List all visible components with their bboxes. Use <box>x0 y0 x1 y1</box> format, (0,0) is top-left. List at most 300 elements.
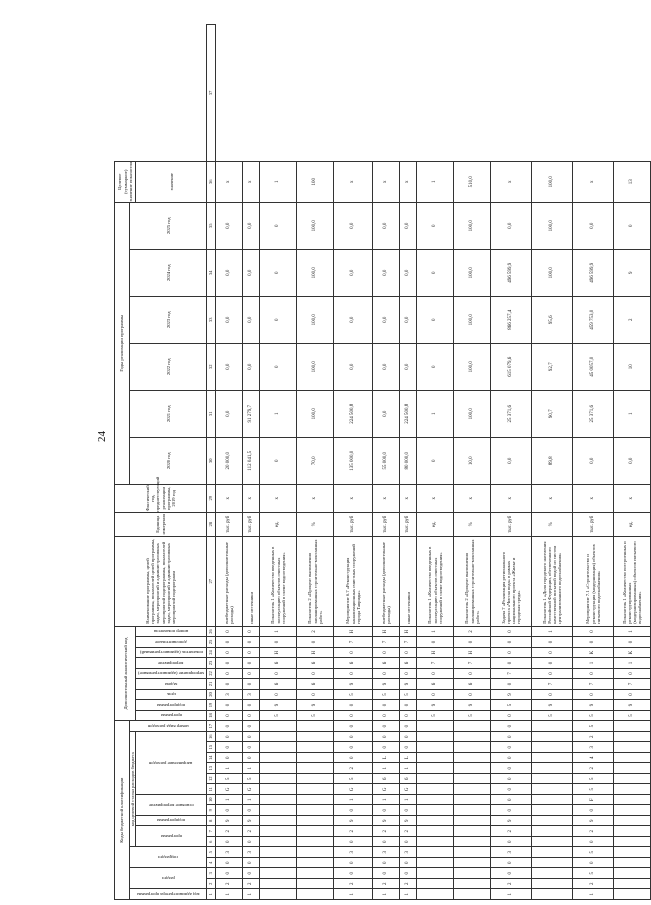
code-digit <box>297 753 334 764</box>
column-index: 3 <box>207 868 216 879</box>
code-digit: 9 <box>373 816 400 827</box>
table-row <box>573 25 614 900</box>
code-digit: 0 <box>243 742 260 753</box>
row-value: 0,0 <box>400 296 417 343</box>
code-digit: 0 <box>297 637 334 648</box>
code-digit: 0 <box>491 626 532 637</box>
row-value: 100,0 <box>297 296 334 343</box>
code-digit <box>532 826 573 837</box>
row-value: 0,0 <box>334 343 373 390</box>
header-main-event <box>136 795 207 816</box>
code-digit: 1 <box>573 658 614 669</box>
row-value: 0,0 <box>573 202 614 249</box>
code-digit <box>297 889 334 900</box>
code-digit <box>454 805 491 816</box>
code-digit <box>260 763 297 774</box>
code-digit: 0 <box>491 753 532 764</box>
code-digit <box>532 732 573 743</box>
column-index: 9 <box>207 805 216 816</box>
code-digit: 0 <box>491 837 532 848</box>
vertical-label: основное мероприятие <box>148 802 194 808</box>
code-digit: 0 <box>400 668 417 679</box>
code-digit: Н <box>454 647 491 658</box>
code-digit <box>417 753 454 764</box>
code-digit: 0 <box>491 795 532 806</box>
header-expense-type <box>130 721 207 732</box>
code-digit <box>532 753 573 764</box>
code-digit: 0 <box>491 858 532 869</box>
code-digit: 5 <box>614 710 651 721</box>
row-value: 0,0 <box>216 390 243 437</box>
vertical-label: номер вида расходов <box>147 723 189 729</box>
code-digit: 1 <box>400 889 417 900</box>
row-value: 100,0 <box>532 202 573 249</box>
vertical-label: программа <box>160 834 182 840</box>
code-digit: 2 <box>573 879 614 890</box>
row-value: 1 <box>260 390 297 437</box>
code-digit <box>454 868 491 879</box>
code-digit: 0 <box>532 668 573 679</box>
code-digit <box>532 816 573 827</box>
code-digit <box>454 826 491 837</box>
code-digit <box>260 774 297 785</box>
code-digit: 6 <box>297 658 334 669</box>
column-index: 34 <box>207 249 216 296</box>
code-digit: G <box>243 784 260 795</box>
code-digit: 0 <box>373 805 400 816</box>
row-name: иные источники <box>400 536 417 626</box>
code-digit: 2 <box>334 879 373 890</box>
code-digit: 1 <box>243 889 260 900</box>
column-index: 14 <box>207 753 216 764</box>
header-add-col-4 <box>136 668 207 679</box>
code-digit: 2 <box>573 826 614 837</box>
code-digit: 5 <box>334 689 373 700</box>
code-digit: 0 <box>373 710 400 721</box>
code-digit: G <box>400 784 417 795</box>
code-digit: 6 <box>334 658 373 669</box>
column-index: 36 <box>207 161 216 202</box>
code-digit: 0 <box>216 626 243 637</box>
row-value: 2 <box>614 296 651 343</box>
code-digit <box>260 858 297 869</box>
code-digit: 0 <box>243 710 260 721</box>
row-final: 510,0 <box>454 161 491 202</box>
code-digit: 0 <box>216 658 243 669</box>
row-fact: х <box>573 484 614 512</box>
code-digit <box>532 784 573 795</box>
column-index: 23 <box>207 658 216 669</box>
code-digit <box>614 837 651 848</box>
row-value: 0 <box>260 249 297 296</box>
code-digit: 1 <box>400 763 417 774</box>
row-value: 0 <box>417 202 454 249</box>
row-fact: х <box>297 484 334 512</box>
header-add-col-7 <box>136 637 207 648</box>
code-digit: 7 <box>532 679 573 690</box>
code-digit: 0 <box>334 668 373 679</box>
code-digit <box>454 753 491 764</box>
code-digit <box>532 879 573 890</box>
code-digit <box>614 732 651 743</box>
code-digit <box>417 774 454 785</box>
code-digit <box>297 795 334 806</box>
header-add-col-1 <box>136 700 207 711</box>
code-digit <box>417 889 454 900</box>
row-unit: тыс. руб <box>573 512 614 536</box>
code-digit: F <box>573 795 614 806</box>
code-digit: 2 <box>400 826 417 837</box>
code-digit <box>532 847 573 858</box>
code-digit <box>417 826 454 837</box>
code-digit <box>454 847 491 858</box>
code-digit <box>614 879 651 890</box>
row-final: х <box>400 161 417 202</box>
code-digit: 0 <box>454 689 491 700</box>
code-digit: 2 <box>400 879 417 890</box>
code-digit: 0 <box>417 689 454 700</box>
code-digit <box>454 837 491 848</box>
row-final: х <box>573 161 614 202</box>
code-digit: 0 <box>216 742 243 753</box>
column-index: 15 <box>207 742 216 753</box>
row-value: 100,0 <box>454 296 491 343</box>
vertical-label: раздел <box>161 876 175 882</box>
header-year-4: 2024 год <box>130 249 207 296</box>
code-digit: 7 <box>373 637 400 648</box>
row-value: 0,0 <box>400 202 417 249</box>
code-digit: 5 <box>573 710 614 721</box>
column-index: 37 <box>207 25 216 162</box>
row-value: 45 0057,0 <box>573 343 614 390</box>
row-name: Мероприятие 7.1 «Строительство и реконструкция (модернизация) объектов питьевого водоснабжения» <box>573 536 614 626</box>
code-digit: 0 <box>243 805 260 816</box>
code-digit: 2 <box>454 626 491 637</box>
row-value: 0 <box>260 343 297 390</box>
row-value: 496 599,9 <box>573 249 614 296</box>
table-row <box>614 25 651 900</box>
code-digit: 2 <box>373 879 400 890</box>
code-digit: 0 <box>417 668 454 679</box>
code-digit <box>454 889 491 900</box>
code-digit: 0 <box>400 710 417 721</box>
code-digit: 6 <box>373 658 400 669</box>
code-digit: 0 <box>373 668 400 679</box>
code-digit: 0 <box>216 805 243 816</box>
row-value: 100,0 <box>454 249 491 296</box>
code-digit: 0 <box>532 647 573 658</box>
code-digit: 1 <box>614 626 651 637</box>
code-digit: 2 <box>334 826 373 837</box>
header-year-2: 2022 год <box>130 343 207 390</box>
row-fact: х <box>216 484 243 512</box>
row-value: 135 000,0 <box>334 437 373 484</box>
code-digit <box>260 742 297 753</box>
code-digit: 0 <box>334 753 373 764</box>
row-value: 459 753,0 <box>573 296 614 343</box>
code-digit <box>614 847 651 858</box>
code-digit: 1 <box>216 763 243 774</box>
row-value: 100,0 <box>297 343 334 390</box>
row-value: 866 257,4 <box>491 296 532 343</box>
code-digit: 5 <box>260 710 297 721</box>
vertical-label: подпрограмма <box>157 702 186 708</box>
code-digit: 0 <box>491 647 532 658</box>
code-digit: 1 <box>400 795 417 806</box>
code-digit: 2 <box>573 763 614 774</box>
code-digit: 7 <box>334 637 373 648</box>
header-podrazdel <box>130 847 207 868</box>
column-index: 21 <box>207 679 216 690</box>
code-digit: 3 <box>216 689 243 700</box>
code-digit: 0 <box>216 710 243 721</box>
code-digit: 0 <box>373 721 400 732</box>
code-digit: 0 <box>334 837 373 848</box>
code-digit: 9 <box>400 679 417 690</box>
code-digit: 0 <box>532 637 573 648</box>
column-index: 10 <box>207 795 216 806</box>
row-unit: % <box>532 512 573 536</box>
code-digit: 2 <box>216 879 243 890</box>
table-row <box>243 25 260 900</box>
row-value: 80 000,0 <box>400 437 417 484</box>
code-digit: Н <box>297 647 334 658</box>
code-digit: 0 <box>216 868 243 879</box>
header-year-3: 2023 год <box>130 296 207 343</box>
code-digit: 0 <box>216 700 243 711</box>
code-digit: 5 <box>573 847 614 858</box>
column-index: 12 <box>207 774 216 785</box>
row-value: 10 <box>614 343 651 390</box>
code-digit: 7 <box>454 658 491 669</box>
table-row <box>417 25 454 900</box>
code-digit: К <box>614 647 651 658</box>
row-unit: тыс. руб <box>216 512 243 536</box>
code-digit: 5 <box>491 700 532 711</box>
code-digit <box>417 763 454 774</box>
vertical-label: направление расходов <box>149 760 193 766</box>
row-value: 100,0 <box>454 343 491 390</box>
row-unit: ед. <box>260 512 297 536</box>
code-digit: 7 <box>614 679 651 690</box>
page-number: 24 <box>96 431 108 442</box>
code-digit: 0 <box>400 721 417 732</box>
header-razdel <box>130 868 207 889</box>
header-admin-code <box>130 889 207 900</box>
row-name: внебюджетные расходы (дополнительные расходы) <box>216 536 243 626</box>
code-digit: 0 <box>297 668 334 679</box>
column-index: 11 <box>207 784 216 795</box>
code-digit: 0 <box>373 868 400 879</box>
code-digit: Н <box>417 647 454 658</box>
code-digit: 7 <box>417 658 454 669</box>
row-unit: % <box>454 512 491 536</box>
code-digit: 5 <box>216 774 243 785</box>
code-digit <box>297 816 334 827</box>
code-digit: 6 <box>400 658 417 669</box>
code-digit <box>614 774 651 785</box>
budget-table-sheet <box>114 24 643 900</box>
vertical-label: задача <box>164 681 178 687</box>
row-value: 0,0 <box>373 390 400 437</box>
code-digit: 0 <box>334 742 373 753</box>
code-digit <box>532 837 573 848</box>
row-name: Показатель 2 «Процент выполнения запланированных строительно-монтажных работ» <box>454 536 491 626</box>
column-index: 4 <box>207 858 216 869</box>
row-final: х <box>243 161 260 202</box>
budget-table <box>114 24 651 900</box>
row-value: 1 <box>417 390 454 437</box>
column-index: 35 <box>207 202 216 249</box>
code-digit: 5 <box>454 710 491 721</box>
code-digit <box>614 742 651 753</box>
code-digit: 9 <box>216 816 243 827</box>
header-add-col-5 <box>136 658 207 669</box>
code-digit: 2 <box>491 879 532 890</box>
column-index: 28 <box>207 512 216 536</box>
code-digit: 3 <box>400 847 417 858</box>
code-digit: 0 <box>614 689 651 700</box>
code-digit: 7 <box>400 637 417 648</box>
row-unit: тыс. руб <box>400 512 417 536</box>
code-digit: 2 <box>243 879 260 890</box>
row-name: Мероприятие 6.7 «Реконструкция канализационных очистных сооружений города Тавриды» <box>334 536 373 626</box>
table-row <box>491 25 532 900</box>
header-unit: Единица измерения <box>115 512 207 536</box>
row-value: 0 <box>417 249 454 296</box>
code-digit: 1 <box>491 889 532 900</box>
code-digit: 5 <box>573 784 614 795</box>
row-final: 100 <box>297 161 334 202</box>
row-value: 0,0 <box>334 202 373 249</box>
column-index: 13 <box>207 763 216 774</box>
code-digit <box>297 837 334 848</box>
code-digit: 0 <box>260 689 297 700</box>
column-index: 19 <box>207 700 216 711</box>
row-unit: тыс. руб <box>373 512 400 536</box>
header-add-col-3 <box>136 679 207 690</box>
code-digit: 0 <box>491 732 532 743</box>
code-digit: К <box>573 647 614 658</box>
vertical-label: цель <box>166 692 176 698</box>
code-digit: G <box>334 784 373 795</box>
code-digit: 0 <box>454 668 491 679</box>
vertical-label: дополнительное <box>155 639 187 645</box>
code-digit: 2 <box>243 826 260 837</box>
code-digit <box>260 732 297 743</box>
code-digit <box>260 879 297 890</box>
row-value: 0,0 <box>334 296 373 343</box>
row-fact: х <box>454 484 491 512</box>
code-digit: 0 <box>573 668 614 679</box>
code-digit <box>454 763 491 774</box>
row-final: х <box>216 161 243 202</box>
row-value: 100,0 <box>297 202 334 249</box>
code-digit <box>297 784 334 795</box>
row-fact: х <box>417 484 454 512</box>
code-digit <box>297 774 334 785</box>
code-digit: 2 <box>491 826 532 837</box>
code-digit <box>297 742 334 753</box>
code-digit: 0 <box>216 837 243 848</box>
header-add-col-2 <box>136 689 207 700</box>
header-add-col-0 <box>136 710 207 721</box>
code-digit: L <box>373 753 400 764</box>
row-final: 1 <box>417 161 454 202</box>
row-name: Показатель 1 «Количество построенных и реконструированных (модернизированных) объектов питьевого водоснабжения» <box>614 536 651 626</box>
code-digit <box>297 721 334 732</box>
code-digit <box>614 721 651 732</box>
code-digit: 9 <box>417 700 454 711</box>
code-digit <box>297 858 334 869</box>
row-value: 0 <box>260 437 297 484</box>
code-digit: 6 <box>417 679 454 690</box>
code-digit <box>532 763 573 774</box>
code-digit: 0 <box>573 837 614 848</box>
row-value: 0,0 <box>373 296 400 343</box>
row-value: 0,0 <box>573 437 614 484</box>
code-digit: 0 <box>573 805 614 816</box>
row-value: 25 371,6 <box>573 390 614 437</box>
code-digit: 0 <box>373 647 400 658</box>
code-digit: 1 <box>243 795 260 806</box>
code-digit <box>260 816 297 827</box>
row-value: 112 041,5 <box>243 437 260 484</box>
code-digit: 1 <box>573 889 614 900</box>
table-row <box>260 25 297 900</box>
code-digit: 0 <box>400 805 417 816</box>
row-value: 615 079,6 <box>491 343 532 390</box>
code-digit: 9 <box>573 700 614 711</box>
code-digit: 0 <box>491 658 532 669</box>
code-digit: 5 <box>573 868 614 879</box>
row-value: 0 <box>260 202 297 249</box>
code-digit: 3 <box>373 847 400 858</box>
code-digit: 0 <box>260 668 297 679</box>
code-digit: 9 <box>260 700 297 711</box>
vertical-label: номер показателя <box>153 629 189 635</box>
row-value: 0 <box>417 437 454 484</box>
vertical-label: подраздел <box>158 855 178 861</box>
code-digit: 0 <box>491 721 532 732</box>
code-digit: 0 <box>243 658 260 669</box>
row-value: 100,0 <box>532 249 573 296</box>
code-digit: 0 <box>216 637 243 648</box>
code-digit: 0 <box>216 679 243 690</box>
row-value: 0,0 <box>334 249 373 296</box>
code-digit: 0 <box>532 658 573 669</box>
code-digit: 0 <box>491 710 532 721</box>
row-value: 0,0 <box>216 249 243 296</box>
row-value: 100,0 <box>454 390 491 437</box>
vertical-label: мероприятие <box>158 660 184 666</box>
row-value: 9 <box>614 249 651 296</box>
code-digit: 0 <box>243 753 260 764</box>
table-row <box>297 25 334 900</box>
code-digit: 2 <box>573 732 614 743</box>
code-digit: 0 <box>243 868 260 879</box>
row-value: 100,0 <box>454 202 491 249</box>
code-digit: 0 <box>334 647 373 658</box>
row-value: 0,0 <box>216 296 243 343</box>
column-index: 8 <box>207 816 216 827</box>
code-digit: 0 <box>400 858 417 869</box>
code-digit: 0 <box>216 668 243 679</box>
table-row <box>532 25 573 900</box>
code-digit: Н <box>400 626 417 637</box>
code-digit: 1 <box>216 795 243 806</box>
header-subprogram <box>136 816 207 827</box>
